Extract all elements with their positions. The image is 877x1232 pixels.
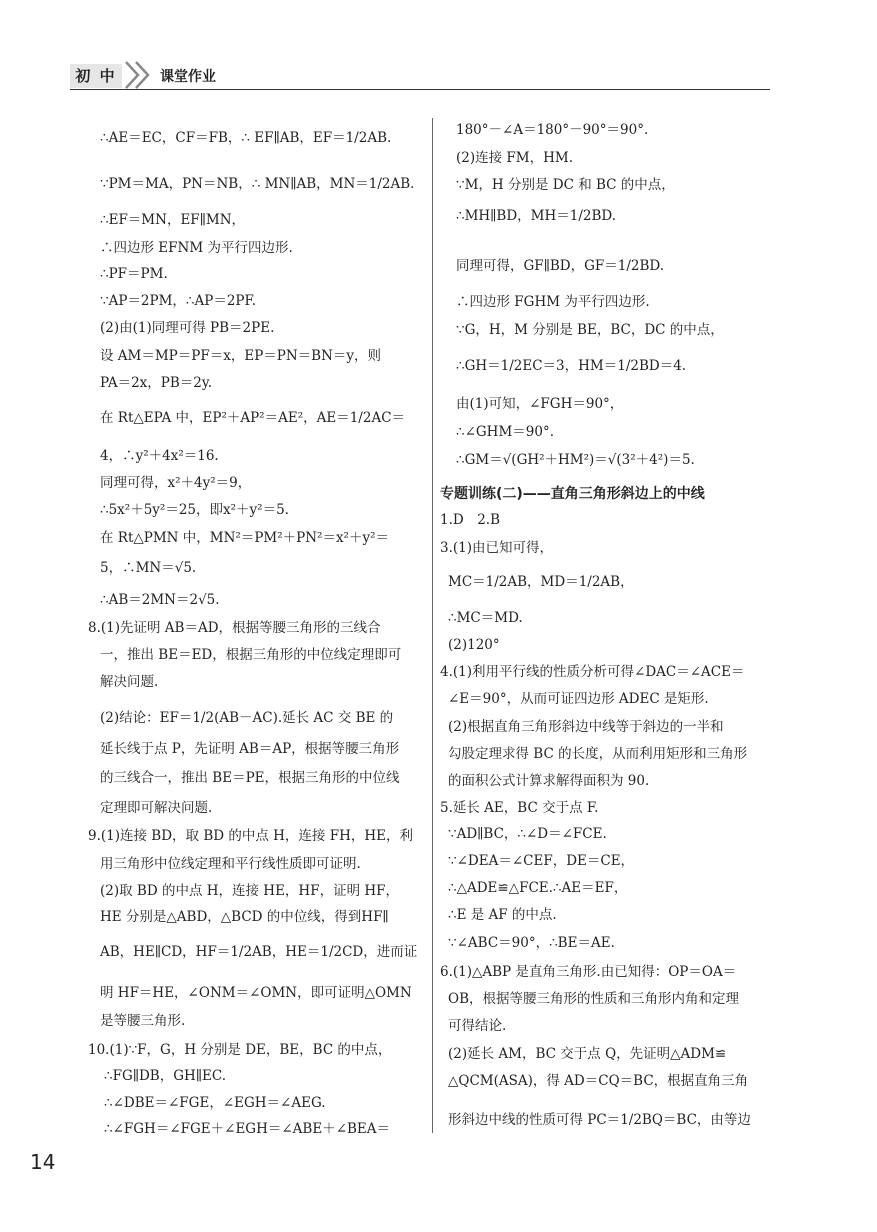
left-text-line: 在 Rt△PMN 中，MN²＝PM²＋PN²＝x²＋y²＝ — [100, 530, 390, 546]
left-text-line: 定理即可解决问题. — [100, 800, 213, 816]
left-text-line: HE 分别是△ABD，△BCD 的中位线，得到HF∥ — [100, 909, 389, 925]
left-text-line: ∴AE＝EC，CF＝FB，∴ EF∥AB，EF＝1/2AB. — [100, 130, 392, 146]
left-text-line: 5，∴MN＝√5. — [100, 560, 197, 576]
right-text-line: 由(1)可知，∠FGH＝90°， — [456, 396, 624, 412]
right-text-line: 勾股定理求得 BC 的长度，从而利用矩形和三角形 — [448, 746, 748, 762]
right-text-line: 180°－∠A＝180°－90°＝90°. — [456, 122, 649, 138]
left-text-line: 一，推出 BE＝ED，根据三角形的中位线定理即可 — [100, 647, 402, 663]
right-text-line: ∵AD∥BC，∴∠D＝∠FCE. — [448, 826, 607, 842]
left-text-line: 明 HF＝HE，∠ONM＝∠OMN，即可证明△OMN — [100, 985, 412, 1001]
right-text-line: ∴GM＝√(GH²＋HM²)＝√(3²＋4²)＝5. — [456, 452, 695, 468]
left-text-line: ∴∠DBE＝∠FGE，∠EGH＝∠AEG. — [104, 1095, 326, 1111]
right-text-line: MC＝1/2AB，MD＝1/2AB， — [448, 574, 634, 590]
right-text-line: ∠E＝90°，从而可证四边形 ADEC 是矩形. — [448, 691, 709, 707]
right-text-line: ∴∠GHM＝90°. — [456, 424, 555, 440]
left-text-line: ∵PM＝MA，PN＝NB，∴ MN∥AB，MN＝1/2AB. — [100, 176, 415, 192]
page-header — [70, 64, 770, 90]
right-text-line: ∴E 是 AF 的中点. — [448, 907, 557, 923]
left-text-line: ∴FG∥DB，GH∥EC. — [104, 1068, 227, 1084]
level-badge: 初 中 — [70, 64, 122, 88]
header-rule — [70, 89, 770, 90]
left-text-line: (2)由(1)同理可得 PB＝2PE. — [100, 320, 275, 336]
right-text-line: 5.延长 AE，BC 交于点 F. — [440, 800, 599, 816]
left-text-line: 延长线于点 P，先证明 AB＝AP，根据等腰三角形 — [100, 741, 400, 757]
left-text-line: ∴∠FGH＝∠FGE＋∠EGH＝∠ABE＋∠BEA＝ — [104, 1121, 391, 1137]
left-text-line: 在 Rt△EPA 中，EP²＋AP²＝AE²，AE＝1/2AC＝ — [100, 410, 406, 426]
left-text-line: 是等腰三角形. — [100, 1013, 186, 1029]
left-text-line: 用三角形中位线定理和平行线性质即可证明. — [100, 856, 361, 872]
right-text-line: (2)120° — [448, 637, 500, 653]
right-text-line: 4.(1)利用平行线的性质分析可得∠DAC＝∠ACE＝ — [440, 664, 745, 680]
right-text-line: ∴△ADE≌△FCE.∴AE＝EF， — [448, 880, 628, 896]
section-title: 课堂作业 — [160, 69, 216, 85]
right-text-line: ∴四边形 FGHM 为平行四边形. — [456, 294, 650, 310]
right-text-line: ∴GH＝1/2EC＝3，HM＝1/2BD＝4. — [456, 358, 687, 374]
right-text-line: 专题训练(二)——直角三角形斜边上的中线 — [440, 486, 705, 502]
right-text-line: 的面积公式计算求解得面积为 90. — [448, 773, 650, 789]
right-text-line: ∴MC＝MD. — [448, 610, 523, 626]
double-chevron-icon — [122, 60, 158, 90]
right-text-line: △QCM(ASA)，得 AD＝CQ＝BC，根据直角三角 — [448, 1073, 749, 1089]
left-text-line: ∴EF＝MN，EF∥MN， — [100, 212, 246, 228]
right-text-line: ∵M，H 分别是 DC 和 BC 的中点， — [456, 177, 675, 193]
right-text-line: 可得结论. — [448, 1018, 507, 1034]
left-text-line: 设 AM＝MP＝PF＝x，EP＝PN＝BN＝y，则 — [100, 348, 382, 364]
left-text-line: 8.(1)先证明 AB＝AD，根据等腰三角形的三线合 — [88, 620, 381, 636]
left-text-line: ∵AP＝2PM，∴AP＝2PF. — [100, 293, 257, 309]
page-number: 14 — [30, 1150, 56, 1174]
left-text-line: ∴四边形 EFNM 为平行四边形. — [100, 240, 293, 256]
right-text-line: 6.(1)△ABP 是直角三角形.由已知得：OP＝OA＝ — [440, 964, 737, 980]
right-text-line: ∴MH∥BD，MH＝1/2BD. — [456, 208, 617, 224]
left-text-line: (2)取 BD 的中点 H，连接 HE，HF，证明 HF， — [100, 883, 400, 899]
column-divider — [432, 118, 433, 1133]
left-text-line: ∴PF＝PM. — [100, 266, 168, 282]
left-text-line: AB，HE∥CD，HF＝1/2AB，HE＝1/2CD，进而证 — [100, 944, 418, 960]
right-text-line: (2)连接 FM，HM. — [456, 150, 573, 166]
right-text-line: 3.(1)由已知可得， — [440, 540, 554, 556]
right-text-line: ∵∠ABC＝90°，∴BE＝AE. — [448, 935, 615, 951]
left-text-line: 9.(1)连接 BD，取 BD 的中点 H，连接 FH，HE，利 — [88, 828, 413, 844]
right-text-line: (2)延长 AM，BC 交于点 Q，先证明△ADM≌ — [448, 1046, 727, 1062]
left-text-line: 10.(1)∵F，G，H 分别是 DE，BE，BC 的中点， — [88, 1042, 392, 1058]
left-text-line: ∴AB＝2MN＝2√5. — [100, 592, 220, 608]
left-text-line: 解决问题. — [100, 674, 159, 690]
right-text-line: OB，根据等腰三角形的性质和三角形内角和定理 — [448, 991, 739, 1007]
left-text-line: PA＝2x，PB＝2y. — [100, 375, 213, 391]
right-text-line: (2)根据直角三角形斜边中线等于斜边的一半和 — [448, 719, 724, 735]
left-text-line: 的三线合一，推出 BE＝PE，根据三角形的中位线 — [100, 770, 400, 786]
right-text-line: 形斜边中线的性质可得 PC＝1/2BQ＝BC，由等边 — [448, 1112, 751, 1128]
left-text-line: (2)结论：EF＝1/2(AB－AC).延长 AC 交 BE 的 — [100, 710, 394, 726]
right-text-line: 同理可得，GF∥BD，GF＝1/2BD. — [456, 258, 665, 274]
left-text-line: 4，∴y²＋4x²＝16. — [100, 448, 219, 464]
right-text-line: 1.D 2.B — [440, 512, 501, 528]
right-text-line: ∵G，H，M 分别是 BE，BC，DC 的中点， — [456, 322, 724, 338]
left-text-line: 同理可得，x²＋4y²＝9， — [100, 475, 252, 491]
right-text-line: ∵∠DEA＝∠CEF，DE＝CE， — [448, 853, 635, 869]
left-text-line: ∴5x²＋5y²＝25，即x²＋y²＝5. — [100, 502, 289, 518]
